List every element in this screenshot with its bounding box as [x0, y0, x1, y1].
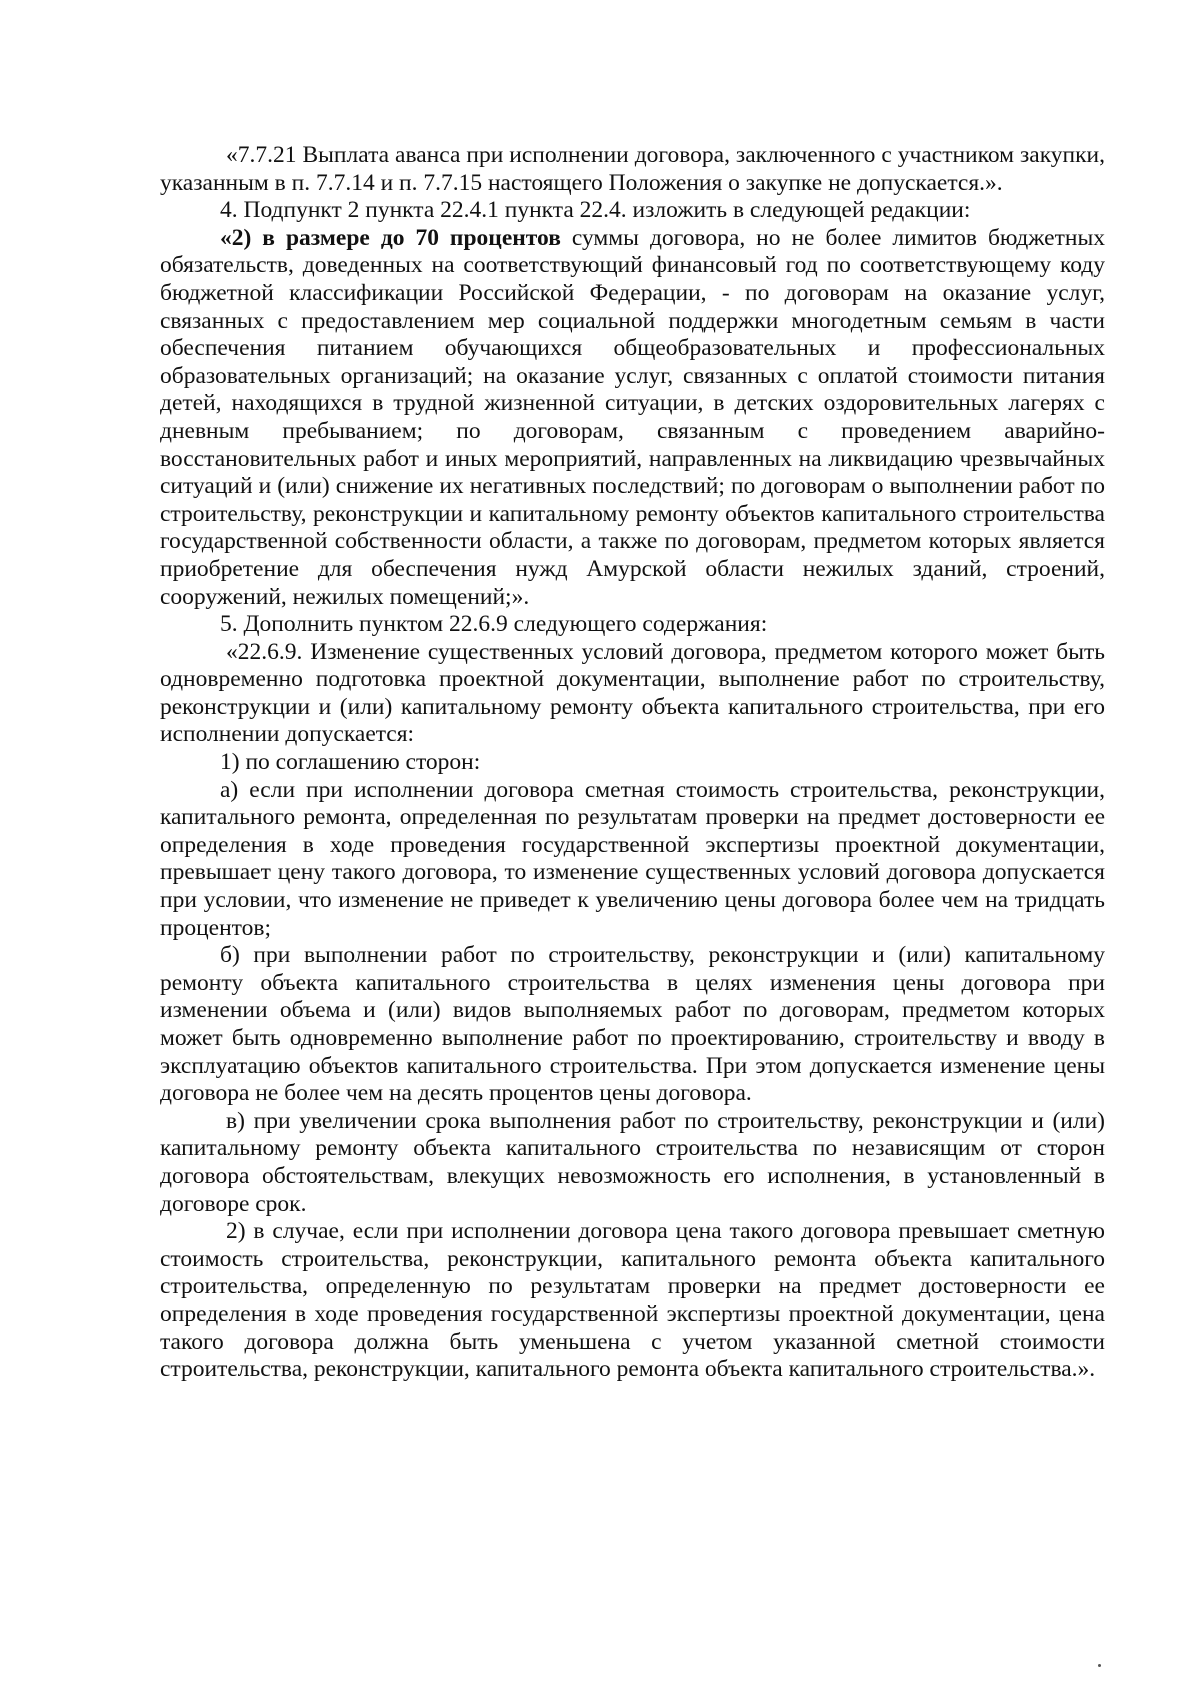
- paragraph-item-5: 5. Дополнить пунктом 22.6.9 следующего содержания:: [220, 611, 768, 638]
- scan-speck-mark: [1098, 1664, 1101, 1667]
- paragraph-subitem-a: а) если при исполнении договора сметная стоимость строительства, реконструкции, капитального ремонта, определенная по результатам проверки на предмет достоверности ее определения в ходе проведения государственной экспертизы проектной документации, превышает цену такого договора, то изменение существенных условий договора допускается при условии, что изменение не приведет к увеличению цены договора более чем на тридцать процентов;: [160, 776, 1105, 941]
- paragraph-7-7-21: «7.7.21 Выплата аванса при исполнении договора, заключенного с участником закупки, указанным в п. 7.7.14 и п. 7.7.15 настоящего Положения о закупке не допускается.».: [160, 142, 1105, 196]
- paragraph-by-agreement: 1) по соглашению сторон:: [220, 749, 481, 776]
- document-body: [160, 142, 1105, 1384]
- paragraph-subitem-v: в) при увеличении срока выполнения работ по строительству, реконструкции и (или) капитальному ремонту объекта капитального строительства по независящим от сторон договора обстоятельствам, влекущих невозможность его исполнения, в установленный в договоре срок.: [160, 1107, 1105, 1217]
- paragraph-item-4: 4. Подпункт 2 пункта 22.4.1 пункта 22.4. изложить в следующей редакции:: [220, 197, 971, 224]
- paragraph-22-6-9: «22.6.9. Изменение существенных условий договора, предметом которого может быть одновременно подготовка проектной документации, выполнение работ по строительству, реконструкции и (или) капитальному ремонту объекта капитального строительства, при его исполнении допускается:: [160, 638, 1105, 748]
- paragraph-item-2-price-excess: 2) в случае, если при исполнении договора цена такого договора превышает сметную стоимость строительства, реконструкции, капитального ремонта объекта капитального строительства, определенную по результатам проверки на предмет достоверности ее определения в ходе проведения государственной экспертизы проектной документации, цена такого договора должна быть уменьшена с учетом указанной сметной стоимости строительства, реконструкции, капитального ремонта объекта капитального строительства.».: [160, 1218, 1105, 1383]
- bold-lead-text: «2) в размере до 70 процентов: [220, 224, 561, 251]
- paragraph-body-text: суммы договора, но не более лимитов бюджетных обязательств, доведенных на соответствующий финансовый год по соответствующему коду бюджетной классификации Российской Федерации, - по договорам на оказание услуг, связанных с предоставлением мер социальной поддержки многодетным семьям в части обеспечения питанием обучающихся общеобразовательных и профессиональных образовательных организаций; на оказание услуг, связанных с оплатой стоимости питания детей, находящихся в трудной жизненной ситуации, в детских оздоровительных лагерях с дневным пребыванием; по договорам, связанным с проведением аварийно-восстановительных работ и иных мероприятий, направленных на ликвидацию чрезвычайных ситуаций и (или) снижение их негативных последствий; по договорам о выполнении работ по строительству, реконструкции и капитальному ремонту объектов капитального строительства государственной собственности области, а также по договорам, предметом которых является приобретение для обеспечения нужд Амурской области нежилых зданий, строений, сооружений, нежилых помещений;».: [160, 224, 1105, 610]
- paragraph-subitem-b: б) при выполнении работ по строительству, реконструкции и (или) капитальному ремонту объекта капитального строительства в целях изменения цены договора при изменении объема и (или) видов выполняемых работ по договорам, предметом которых может быть одновременно выполнение работ по проектированию, строительству и вводу в эксплуатацию объектов капитального строительства. При этом допускается изменение цены договора не более чем на десять процентов цены договора.: [160, 942, 1105, 1107]
- paragraph-subitem-2-advance: [160, 225, 1105, 611]
